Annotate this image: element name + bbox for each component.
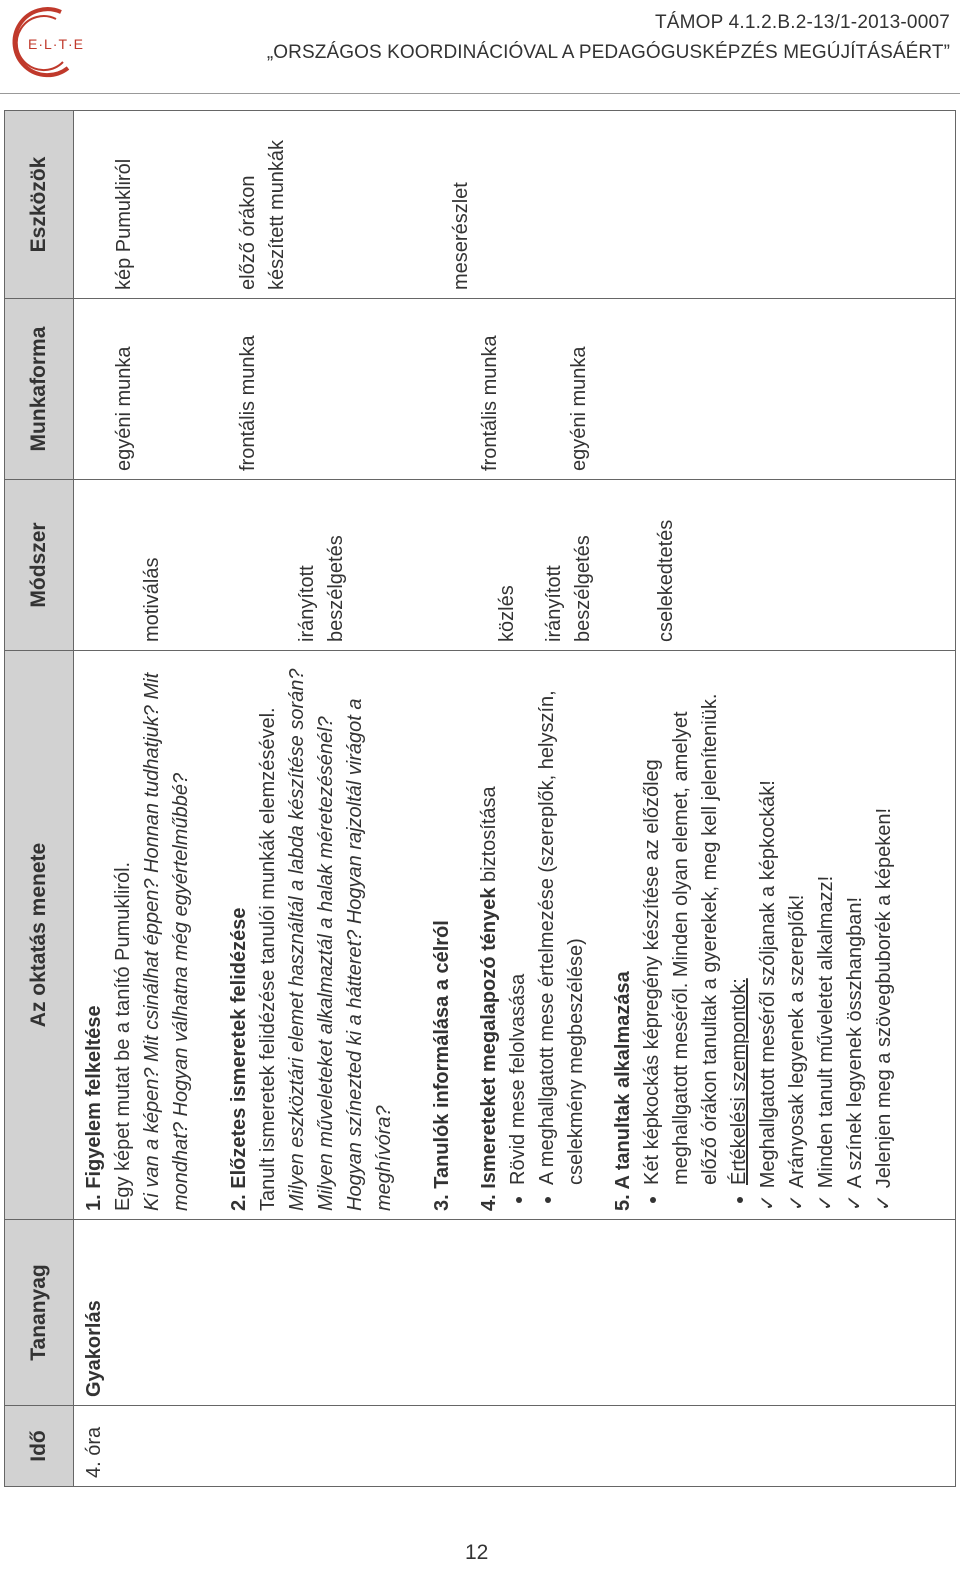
section-1-questions: Ki van a képen? Mit csinálhat éppen? Honnan tudhatjuk? Mit mondhat? Hogyan válhatna még egyértelműbbé? <box>141 672 192 1211</box>
munkaforma-5: egyéni munka <box>568 346 590 471</box>
cell-eszkozok <box>74 111 956 299</box>
section-3-title: 3. Tanulók informálása a célról <box>431 920 453 1211</box>
modszer-1: motiválás <box>141 557 163 642</box>
cell-tananyag <box>74 1220 956 1406</box>
col-header-ido: Idő <box>5 1406 74 1487</box>
col-header-eszkozok: Eszközök <box>5 111 74 299</box>
section-5-list <box>638 659 754 1211</box>
munkaforma-1: egyéni munka <box>113 346 135 471</box>
cell-modszer <box>74 480 956 651</box>
evaluation-checklist <box>754 659 899 1211</box>
section-1-text: Egy képet mutat be a tanító Pumukliról. <box>112 861 134 1211</box>
header-divider <box>0 93 960 94</box>
lesson-plan-table <box>4 110 956 1487</box>
modszer-4: irányított beszélgetés <box>543 535 594 642</box>
cell-menete <box>74 651 956 1220</box>
section-4-title: 4. Ismereteket megalapozó tények <box>478 887 500 1211</box>
page-header <box>267 12 950 64</box>
project-title: „ORSZÁGOS KOORDINÁCIÓVAL A PEDAGÓGUSKÉPZÉS MEGÚJÍTÁSÁÉRT” <box>266 42 950 63</box>
section-5-title: 5. A tanultak alkalmazása <box>612 971 634 1211</box>
page-number: 12 <box>465 1541 489 1564</box>
checklist-item: ✓ Arányosak legyenek a szereplők! <box>783 659 812 1211</box>
modszer-5: cselekedtetés <box>655 519 677 642</box>
cell-ido <box>74 1406 956 1487</box>
tananyag-value: Gyakorlás <box>83 1300 105 1397</box>
eszkoz-2: előző órákon készített munkák <box>237 139 288 290</box>
project-code: TÁMOP 4.1.2.B.2-13/1-2013-0007 <box>654 12 950 33</box>
section-3 <box>428 659 457 1211</box>
checklist-item: ✓ A színek legyenek összhangban! <box>841 659 870 1211</box>
section-2-title: 2. Előzetes ismeretek felidézése <box>228 907 250 1211</box>
eszkoz-1: kép Pumukliról <box>113 158 135 290</box>
munkaforma-4: frontális munka <box>479 335 501 471</box>
col-header-modszer: Módszer <box>5 480 74 651</box>
elte-logo <box>6 4 102 84</box>
col-header-munkaforma: Munkaforma <box>5 299 74 480</box>
lesson-plan-table-rotated <box>4 117 956 1487</box>
section-4 <box>475 659 591 1211</box>
checklist-item: ✓ Minden tanult műveletet alkalmazz! <box>812 659 841 1211</box>
modszer-3: közlés <box>496 585 518 642</box>
eszkoz-4: meserészlet <box>450 182 472 290</box>
cell-munkaforma <box>74 299 956 480</box>
modszer-2: irányított beszélgetés <box>296 535 347 642</box>
list-item: • Két képkockás képregény készítése az előzőleg meghallgatott meséről. Minden olyan elemet, amelyet előző órákon tanultak a gyerekek, meg kell jeleníteniük. <box>638 659 725 1185</box>
section-4-list <box>504 659 591 1211</box>
ido-value: 4. óra <box>83 1426 105 1478</box>
elte-logo-text: E·L·T·E <box>28 36 84 52</box>
list-item <box>725 659 754 1185</box>
col-header-tananyag: Tananyag <box>5 1220 74 1406</box>
section-1-title: 1. Figyelem felkeltése <box>83 1005 105 1211</box>
section-4-title-rest: biztosítása <box>478 786 500 882</box>
section-1 <box>80 659 196 1211</box>
section-2 <box>225 659 399 1211</box>
col-header-menete: Az oktatás menete <box>5 651 74 1220</box>
munkaforma-2: frontális munka <box>237 335 259 471</box>
list-item: • A meghallgatott mese értelmezése (szereplők, helyszín, cselekmény megbeszélése) <box>533 659 591 1185</box>
list-item: • Rövid mese felolvasása <box>504 659 533 1185</box>
table-header-row <box>5 111 74 1487</box>
section-2-questions: Milyen eszköztári elemet használtál a labda készítése során? Milyen műveleteket alkalmaztál a halak méretezésénél? Hogyan színezted ki a hátteret? Hogyan rajzoltál virágot a meghívóra? <box>286 668 395 1211</box>
section-2-text: Tanult ismeretek felidézése tanulói munkák elemzésével. <box>257 707 279 1211</box>
checklist-item: ✓ Jelenjen meg a szövegbuborék a képeken! <box>870 659 899 1211</box>
section-4-heading <box>475 659 504 1211</box>
section-5 <box>609 659 899 1211</box>
table-row <box>74 111 956 1487</box>
evaluation-criteria-label: Értékelési szempontok: <box>728 978 750 1185</box>
checklist-item: ✓ Meghallgatott meséről szóljanak a képkockák! <box>754 659 783 1211</box>
